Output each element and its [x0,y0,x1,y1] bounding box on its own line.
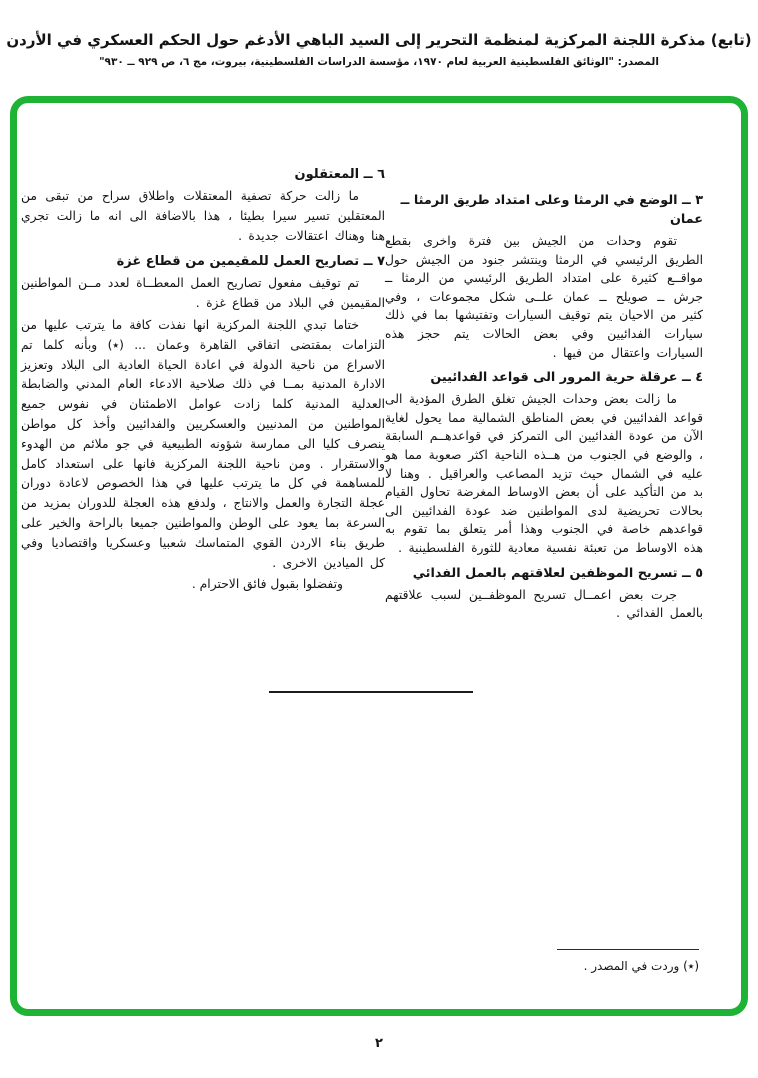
doc-title: (تابع) مذكرة اللجنة المركزية لمنظمة التحرير إلى السيد الباهي الأدغم حول الحكم العسكري في الأردن [6,31,752,49]
document-frame [10,96,748,1016]
footnote-rule [557,949,699,950]
section-3-heading: ٣ ــ الوضع في الرمثا وعلى امتداد طريق الرمثا ــ عمان [400,193,703,227]
column-left [21,159,385,595]
section-4-heading: ٤ ــ عرقلة حرية المرور الى قواعد الفدائيين [430,370,703,386]
footnote [547,949,699,974]
footnote-text: (٭) وردت في المصدر . [583,959,699,973]
closing-paragraph: ختاما تبدي اللجنة المركزية انها نفذت كافة ما يترتب عليها من التزامات بمقتضى اتفاقي القاهرة وعمان ... (٭) وبأنه كلما تم الاسراع من ناحية الدولة في اعادة الحياة العادية الى البلاد وتعزيز الادارة المدنية بمــا في ذلك صلاحية الادعاء العام المدني والضابطة العدلية المدنية كلما زادت عوامل الاطمئنان في نفوس جميع المواطنين من المدنيين والعسكريين والفدائيين وأخذ كل مواطن ينصرف كليا الى ممارسة شؤونه الطبيعية في جو ملائم من الهدوء والاستقرار . ومن ناحية اللجنة المركزية فانها على استعداد كامل للمساهمة في كل ما يترتب عليها في هذا الخصوص لاعادة دوران عجلة التجارة والعمل والانتاج ، ولدفع هذه العجلة للدوران بمزيد من السرعة بما يعود على الوطن والمواطنين جميعا بالراحة والخير على طريق بناء الاردن القوي المتماسك شعبيا وعسكريا واقتصاديا وفي كل الميادين الاخرى . [21,317,385,570]
signoff-line: وتفضلوا بقبول فائق الاحترام . [191,577,343,592]
section-4-body: ما زالت بعض وحدات الجيش تغلق الطرق المؤدية الى قواعد الفدائيين في بعض المناطق الشمالية مما يحول لغاية الآن من عودة الفدائيين الى التمركز في قواعدهــم السابقة ، والوضع في الجنوب من هــذه الناحية اكثر صعوبة مما هو عليه في الشمال حيث تزيد المصاعب والعراقيل . وهنا لا بد من التأكيد على أن بعض الاوساط المغرضة تحاول القيام بحالات تحريضية لدى المواطنين ضد عودة الفدائيين الى قواعدهم خاصة في الجنوب وهذا أمر يتعلق بما تقوم به هذه الاوساط من تعبئة نفسية معادية للثورة الفلسطينية . [385,392,703,555]
section-3-body: تقوم وحدات من الجيش بين فترة واخرى بقطع الطريق الرئيسي في الرمثا وينتشر جنود من الجيش حول مواقــع كثيرة على امتداد الطريق الرئيسي من الرمثا ــ جرش ــ صويلح ــ عمان علــى شكل مجموعات ، وفي كثير من الاحيان يتم توقيف السيارات وتفتيشها بما في ذلك سيارات الفدائيين وفي بعض الحالات يتم حجز هذه السيارات واعتقال من فيها . [385,234,703,360]
section-5-body: جرت بعض اعمــال تسريح الموظفــين لسبب علاقتهم بالعمل الفدائي . [385,587,703,621]
section-5-heading: ٥ ــ تسريح الموظفين لعلاقتهم بالعمل الفدائي [412,565,703,581]
page-number: ٢ [375,1036,383,1051]
section-7-heading: ٧ ــ تصاريح العمل للمقيمين من قطاع غزة [116,254,385,270]
section-6-body: ما زالت حركة تصفية المعتقلات واطلاق سراح من تبقى من المعتقلين تسير سيرا بطيئا ، هذا بالاضافة الى انه ما زالت تجري هنا وهناك اعتقالات جديدة . [21,189,385,243]
mid-divider-rule [269,691,473,693]
doc-source: المصدر: "الوثائق الفلسطينية العربية لعام ١٩٧٠، مؤسسة الدراسات الفلسطينية، بيروت، مج ٦، ص ٩٢٩ ــ ٩٣٠" [99,56,659,68]
section-7-body: تم توقيف مفعول تصاريح العمل المعطــاة لعدد مــن المواطنين المقيمين في البلاد من قطاع غزة . [21,276,385,311]
page-header [0,30,758,69]
column-right [385,185,703,625]
section-6-heading: ٦ ــ المعتقلون [294,167,385,182]
